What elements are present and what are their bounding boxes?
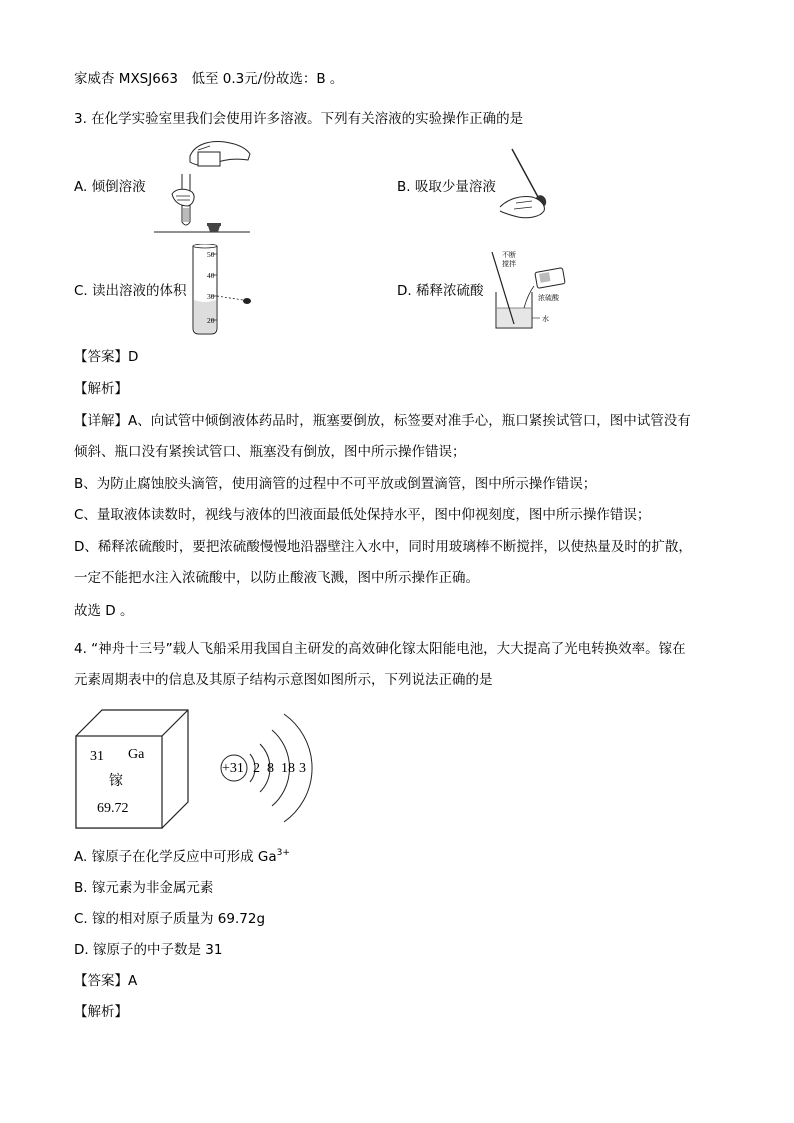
q3-detail-line: B、为防止腐蚀胶头滴管，使用滴管的过程中不可平放或倒置滴管，图中所示操作错误；	[74, 476, 597, 492]
cylinder-tick-label: 50	[207, 250, 215, 259]
cylinder-tick-label: 30	[207, 292, 215, 301]
atom-shell-4: 3	[299, 761, 306, 776]
pouring-liquid-figure	[150, 136, 255, 236]
atom-shell-3: 18	[281, 761, 295, 776]
q3-option-a: A. 倾倒溶液	[74, 179, 146, 195]
q4-option-c: C. 镓的相对原子质量为 69.72g	[74, 911, 266, 927]
q4-option-a-text: A. 镓原子在化学反应中可形成 Ga	[74, 849, 277, 865]
atom-shell-2: 8	[267, 761, 274, 776]
q4-analysis-tag: 【解析】	[74, 1004, 128, 1020]
element-symbol: Ga	[128, 747, 145, 762]
q4-stem-line1: 4. “神舟十三号”载人飞船采用我国自主研发的高效砷化镓太阳能电池，大大提高了光电转换效率。镓在	[74, 641, 686, 657]
element-mass: 69.72	[97, 801, 129, 816]
q3-stem: 3. 在化学实验室里我们会使用许多溶液。下列有关溶液的实验操作正确的是	[74, 111, 524, 127]
q3-detail-line: 【详解】A、向试管中倾倒液体药品时，瓶塞要倒放，标签要对准手心，瓶口紧挨试管口，图中试管没有	[74, 413, 691, 429]
q3-answer: 【答案】D	[74, 349, 139, 365]
cylinder-tick-label: 40	[207, 271, 215, 280]
q3-conclusion: 故选 D 。	[74, 603, 134, 619]
element-card-figure	[72, 708, 190, 830]
q4-stem-line2: 元素周期表中的信息及其原子结构示意图如图所示，下列说法正确的是	[74, 672, 493, 688]
q4-option-b: B. 镓元素为非金属元素	[74, 880, 214, 896]
q3-option-d: D. 稀释浓硫酸	[397, 283, 484, 299]
eye-icon	[243, 298, 251, 304]
q4-option-d: D. 镓原子的中子数是 31	[74, 942, 223, 958]
q4-option-a	[74, 848, 290, 866]
q3-option-c: C. 读出溶液的体积	[74, 283, 187, 299]
q3-detail-line: 一定不能把水注入浓硫酸中，以防止酸液飞溅，图中所示操作正确。	[74, 570, 479, 586]
atom-shell-1: 2	[253, 761, 260, 776]
label-acid: 浓硫酸	[538, 294, 559, 302]
element-name: 镓	[109, 773, 123, 789]
diluting-acid-figure	[484, 248, 570, 332]
q3-analysis-tag: 【解析】	[74, 381, 128, 397]
q3-option-b: B. 吸取少量溶液	[397, 179, 496, 195]
label-stir-2: 搅拌	[502, 260, 516, 268]
cylinder-tick-label: 20	[207, 316, 215, 325]
element-number: 31	[90, 749, 104, 764]
dropper-figure	[498, 145, 560, 225]
label-stir-1: 不断	[502, 251, 516, 259]
q4-answer: 【答案】A	[74, 973, 138, 989]
q4-option-a-sup: 3+	[276, 848, 290, 858]
top-line: 家威杏 MXSJ663 低至 0.3元/份故选：B 。	[74, 71, 344, 87]
q3-detail-line: C、量取液体读数时，视线与液体的凹液面最低处保持水平，图中仰视刻度，图中所示操作错误；	[74, 507, 651, 523]
atom-nucleus: +31	[222, 761, 244, 776]
q3-detail-line: D、稀释浓硫酸时，要把浓硫酸慢慢地沿器壁注入水中，同时用玻璃棒不断搅拌，以使热量及时的扩散，	[74, 539, 692, 555]
q3-detail-line: 倾斜、瓶口没有紧挨试管口、瓶塞没有倒放，图中所示操作错误；	[74, 444, 466, 460]
graduated-cylinder-figure	[185, 244, 255, 336]
label-water: 水	[542, 315, 549, 323]
